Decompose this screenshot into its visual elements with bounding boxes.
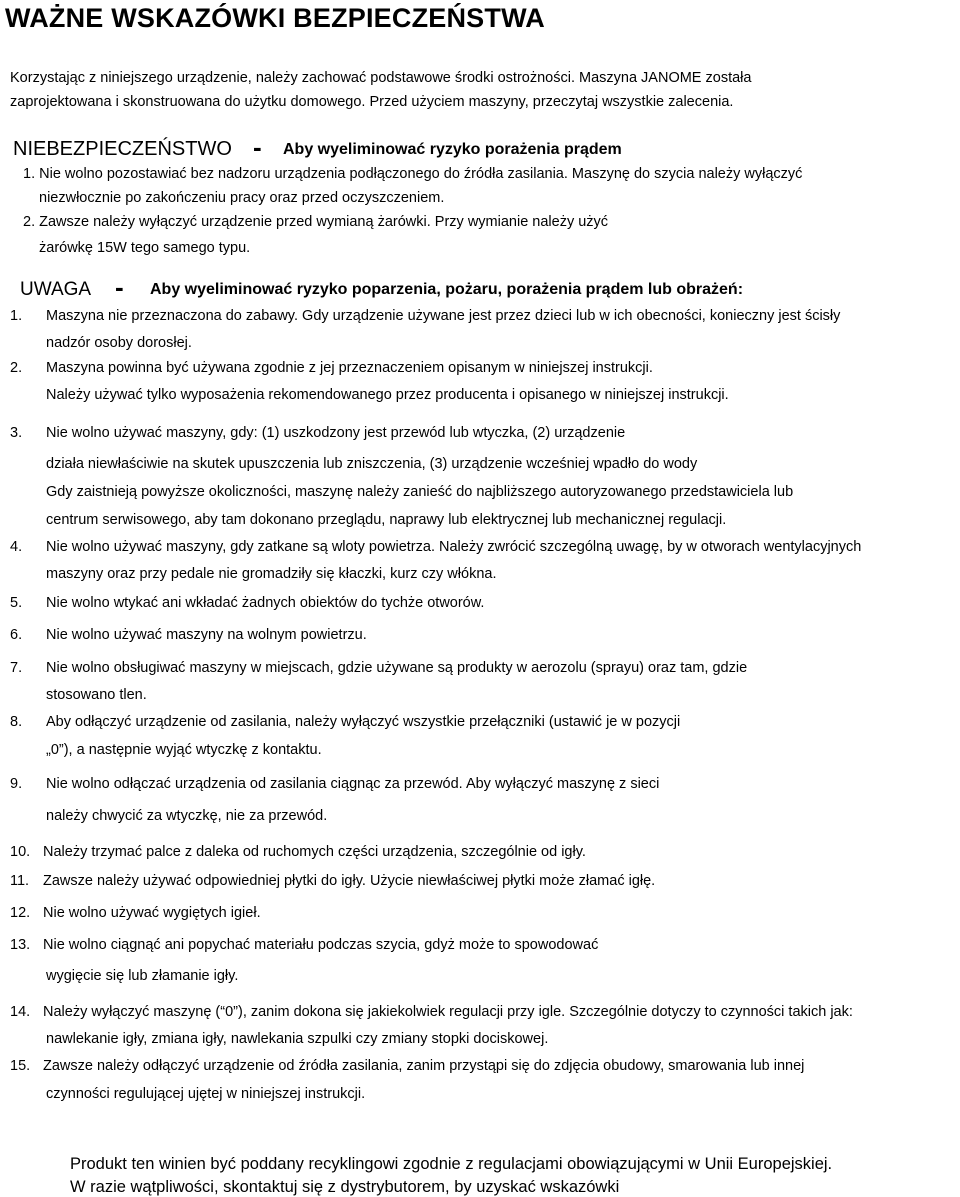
- list-item-line: maszyny oraz przy pedale nie gromadziły się kłaczki, kurz czy włókna.: [46, 566, 497, 582]
- list-item-line: Nie wolno ciągnąć ani popychać materiału podczas szycia, gdyż może to spowodować: [43, 937, 599, 953]
- list-item-line: Maszyna nie przeznaczona do zabawy. Gdy urządzenie używane jest przez dzieci lub w ich obecności, konieczny jest ścisły: [46, 308, 841, 324]
- list-item-line: Nie wolno używać maszyny, gdy zatkane są wloty powietrza. Należy zwrócić szczególną uwagę, by w otworach wentylacyjnych: [46, 539, 862, 555]
- list-item-line: Nie wolno odłączać urządzenia od zasilania ciągnąc za przewód. Aby wyłączyć maszynę z sieci: [46, 776, 660, 792]
- danger-line-2: niezwłocznie po zakończeniu pracy oraz przed oczyszczeniem.: [39, 190, 445, 206]
- list-item-number: 9.: [10, 776, 23, 792]
- list-item-number: 7.: [10, 660, 23, 676]
- list-item-line: centrum serwisowego, aby tam dokonano przeglądu, naprawy lub elektrycznej lub mechanicznej regulacji.: [46, 512, 727, 528]
- list-item-line: stosowano tlen.: [46, 687, 147, 703]
- list-item-line: Należy używać tylko wyposażenia rekomendowanego przez producenta i opisanego w niniejszej instrukcji.: [46, 387, 729, 403]
- list-item-number: 12.: [10, 905, 31, 921]
- warning-description: Aby wyeliminować ryzyko poparzenia, pożaru, porażenia prądem lub obrażeń:: [150, 281, 744, 298]
- list-item-line: Należy trzymać palce z daleka od ruchomych części urządzenia, szczególnie od igły.: [43, 844, 586, 860]
- list-item-line: Zawsze należy odłączyć urządzenie od źródła zasilania, zanim przystąpi się do zdjęcia obudowy, smarowania lub innej: [43, 1058, 805, 1074]
- list-item-line: Nie wolno używać wygiętych igieł.: [43, 905, 261, 921]
- list-item-number: 8.: [10, 714, 23, 730]
- list-item-number: 3.: [10, 425, 23, 441]
- list-item-line: należy chwycić za wtyczkę, nie za przewód.: [46, 808, 328, 824]
- danger-description: Aby wyeliminować ryzyko porażenia prądem: [283, 141, 622, 158]
- list-item-line: Nie wolno używać maszyny, gdy: (1) uszkodzony jest przewód lub wtyczka, (2) urządzenie: [46, 425, 626, 441]
- list-item-number: 11.: [10, 873, 30, 889]
- danger-line-4: żarówkę 15W tego samego typu.: [39, 240, 251, 256]
- list-item-line: nadzór osoby dorosłej.: [46, 335, 192, 351]
- list-item-line: Nie wolno wtykać ani wkładać żadnych obiektów do tychże otworów.: [46, 595, 485, 611]
- page-title: WAŻNE WSKAZÓWKI BEZPIECZEŃSTWA: [5, 3, 545, 33]
- list-item-line: Maszyna powinna być używana zgodnie z jej przeznaczeniem opisanym w niniejszej instrukcji.: [46, 360, 653, 376]
- warning-dash: -: [115, 272, 124, 302]
- list-item-line: czynności regulującej ujętej w niniejszej instrukcji.: [46, 1086, 366, 1102]
- danger-line-1: 1. Nie wolno pozostawiać bez nadzoru urządzenia podłączonego do źródła zasilania. Maszynę do szycia należy wyłączyć: [23, 166, 803, 182]
- list-item-line: Aby odłączyć urządzenie od zasilania, należy wyłączyć wszystkie przełączniki (ustawić je w pozycji: [46, 714, 681, 730]
- list-item-line: „0”), a następnie wyjąć wtyczkę z kontaktu.: [46, 742, 322, 758]
- list-item-number: 1.: [10, 308, 23, 324]
- footer-line-2: W razie wątpliwości, skontaktuj się z dystrybutorem, by uzyskać wskazówki: [70, 1178, 620, 1196]
- danger-line-3: 2. Zawsze należy wyłączyć urządzenie przed wymianą żarówki. Przy wymianie należy użyć: [23, 214, 609, 230]
- list-item-number: 15.: [10, 1058, 31, 1074]
- list-item-line: Nie wolno używać maszyny na wolnym powietrzu.: [46, 627, 367, 643]
- list-item-number: 4.: [10, 539, 23, 555]
- footer-line-1: Produkt ten winien być poddany recyklingowi zgodnie z regulacjami obowiązującymi w Unii Europejskiej.: [70, 1155, 833, 1173]
- danger-label: NIEBEZPIECZEŃSTWO: [13, 138, 232, 160]
- list-item-line: Zawsze należy używać odpowiedniej płytki do igły. Użycie niewłaściwej płytki może złamać igłę.: [43, 873, 656, 889]
- intro-line-1: Korzystając z niniejszego urządzenie, należy zachować podstawowe środki ostrożności. Maszyna JANOME została: [10, 70, 752, 86]
- list-item-number: 13.: [10, 937, 31, 953]
- intro-line-2: zaprojektowana i skonstruowana do użytku domowego. Przed użyciem maszyny, przeczytaj wszystkie zalecenia.: [10, 94, 734, 110]
- danger-dash: -: [253, 132, 262, 162]
- list-item-line: działa niewłaściwie na skutek upuszczenia lub zniszczenia, (3) urządzenie wcześniej wpadło do wody: [46, 456, 698, 472]
- list-item-line: wygięcie się lub złamanie igły.: [46, 968, 239, 984]
- list-item-number: 5.: [10, 595, 23, 611]
- warning-label: UWAGA: [20, 279, 92, 300]
- list-item-line: nawlekanie igły, zmiana igły, nawlekania szpulki czy zmiany stopki dociskowej.: [46, 1031, 549, 1047]
- list-item-number: 2.: [10, 360, 23, 376]
- list-item-line: Gdy zaistnieją powyższe okoliczności, maszynę należy zanieść do najbliższego autoryzowanego przedstawiciela lub: [46, 484, 794, 500]
- list-item-number: 10.: [10, 844, 31, 860]
- list-item-line: Należy wyłączyć maszynę (“0”), zanim dokona się jakiekolwiek regulacji przy igle. Szczególnie dotyczy to czynności takich jak:: [43, 1004, 853, 1020]
- list-item-line: Nie wolno obsługiwać maszyny w miejscach, gdzie używane są produkty w aerozolu (sprayu) oraz tam, gdzie: [46, 660, 748, 676]
- list-item-number: 14.: [10, 1004, 31, 1020]
- list-item-number: 6.: [10, 627, 23, 643]
